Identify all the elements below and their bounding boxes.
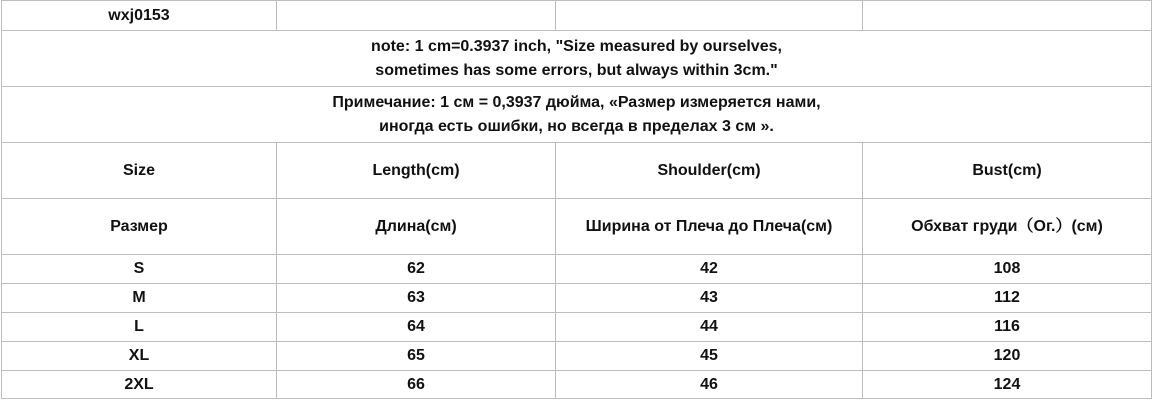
product-code: wxj0153: [2, 1, 277, 31]
table-row: [2, 342, 1152, 371]
header-shoulder: Shoulder(cm): [556, 143, 863, 199]
size-cell: XL: [2, 342, 277, 371]
note-russian: [2, 87, 1152, 143]
bust-cell: 112: [863, 284, 1152, 313]
shoulder-cell: 44: [556, 313, 863, 342]
shoulder-cell: 45: [556, 342, 863, 371]
table-row: [2, 371, 1152, 399]
empty-cell: [863, 1, 1152, 31]
header-row-english: [2, 143, 1152, 199]
note-english-line-2: sometimes has some errors, but always within 3cm.": [375, 61, 778, 79]
bust-cell: 116: [863, 313, 1152, 342]
table-row: [2, 284, 1152, 313]
note-english: [2, 31, 1152, 87]
length-cell: 63: [277, 284, 556, 313]
size-cell: L: [2, 313, 277, 342]
header-bust-ru: Обхват груди（Ог.）(см): [863, 199, 1152, 255]
table-row: [2, 313, 1152, 342]
header-shoulder-ru: Ширина от Плеча до Плеча(см): [556, 199, 863, 255]
length-cell: 65: [277, 342, 556, 371]
note-russian-line-2: иногда есть ошибки, но всегда в пределах 3 см ».: [379, 117, 774, 135]
note-russian-line-1: Примечание: 1 см = 0,3937 дюйма, «Размер измеряется нами,: [332, 93, 821, 111]
header-length: Length(cm): [277, 143, 556, 199]
bust-cell: 124: [863, 371, 1152, 399]
bust-cell: 120: [863, 342, 1152, 371]
size-chart-table: [1, 0, 1152, 399]
bust-cell: 108: [863, 255, 1152, 284]
product-code-row: [2, 1, 1152, 31]
length-cell: 64: [277, 313, 556, 342]
note-english-line-1: note: 1 cm=0.3937 inch, "Size measured by ourselves,: [371, 37, 782, 55]
note-russian-row: [2, 87, 1152, 143]
shoulder-cell: 43: [556, 284, 863, 313]
header-size: Size: [2, 143, 277, 199]
size-cell: S: [2, 255, 277, 284]
size-cell: M: [2, 284, 277, 313]
empty-cell: [556, 1, 863, 31]
empty-cell: [277, 1, 556, 31]
shoulder-cell: 46: [556, 371, 863, 399]
header-length-ru: Длина(см): [277, 199, 556, 255]
header-row-russian: [2, 199, 1152, 255]
table-row: [2, 255, 1152, 284]
length-cell: 62: [277, 255, 556, 284]
note-english-row: [2, 31, 1152, 87]
header-size-ru: Размер: [2, 199, 277, 255]
size-cell: 2XL: [2, 371, 277, 399]
shoulder-cell: 42: [556, 255, 863, 284]
header-bust: Bust(cm): [863, 143, 1152, 199]
length-cell: 66: [277, 371, 556, 399]
